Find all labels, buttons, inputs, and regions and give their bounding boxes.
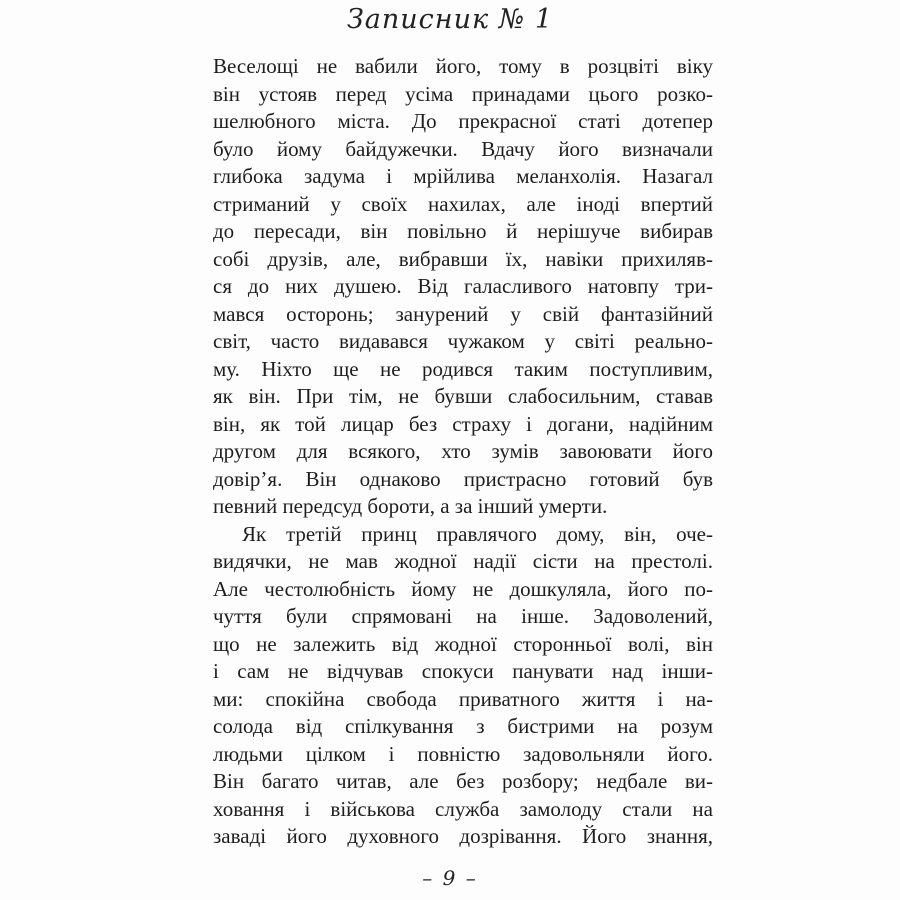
text-line: заваді його духовного дозрівання. Його знання, [213,824,713,848]
text-line: і сам не відчував спокуси панувати над інши- [213,659,713,683]
text-line: собі друзів, але, вибравши їх, навіки прихиляв- [213,246,713,271]
text-line: до пересади, він повільно й нерішуче вибирав [213,219,713,243]
text-line: Як третій принц правлячого дому, він, оче- [242,521,713,546]
body-text [213,53,713,851]
text-line: ся до них душею. Від галасливого натовпу три- [213,274,713,298]
page-number: – 9 – [422,866,478,890]
text-line: другом для всякого, хто зумів завоювати його [213,439,713,463]
text-line: людьми цілком і повністю задовольняли його. [213,741,713,766]
text-line: шелюбного міста. До прекрасної статі дотепер [213,109,713,133]
text-line: він устояв перед усіма принадами цього розко- [213,81,713,106]
text-line: Але честолюбність йому не дошкуляла, його по- [213,576,713,601]
text-line: глибока задума і мрійлива меланхолія. Назагал [213,164,713,188]
text-line: було йому байдужечки. Вдачу його визначали [213,136,713,161]
text-line: ховання і військова служба замолоду стали на [213,796,713,821]
text-line: довір’я. Він однаково пристрасно готовий був [213,466,713,491]
text-line: певний передсуд бороти, а за інший умерти. [213,494,608,518]
text-line: мався осторонь; занурений у свій фантазійний [213,301,713,326]
text-line: му. Ніхто ще не родився таким поступливим, [213,356,713,381]
text-line: чуття були спрямовані на інше. Задоволений, [213,604,713,628]
text-line: він, як той лицар без страху і догани, надійним [213,411,713,436]
text-line: солода від спілкування з бистрими на розум [213,714,713,738]
text-line: Він багато читав, але без розбору; недбале ви- [213,769,713,793]
text-line: Веселощі не вабили його, тому в розцвіті віку [213,54,713,78]
text-line: стриманий у своїх нахилах, але іноді впертий [213,191,713,216]
text-line: світ, часто видавався чужаком у світі реально- [213,329,713,353]
text-line: ми: спокійна свобода приватного життя і на- [213,686,713,711]
text-line: видячки, не мав жодної надії сісти на престолі. [213,549,713,573]
chapter-title: Записник № 1 [346,4,553,35]
paragraph [213,521,713,851]
paragraph [213,53,713,521]
text-line: як він. При тім, не бувши слабосильним, ставав [213,384,713,408]
text-line: що не залежить від жодної сторонньої волі, він [213,631,713,656]
